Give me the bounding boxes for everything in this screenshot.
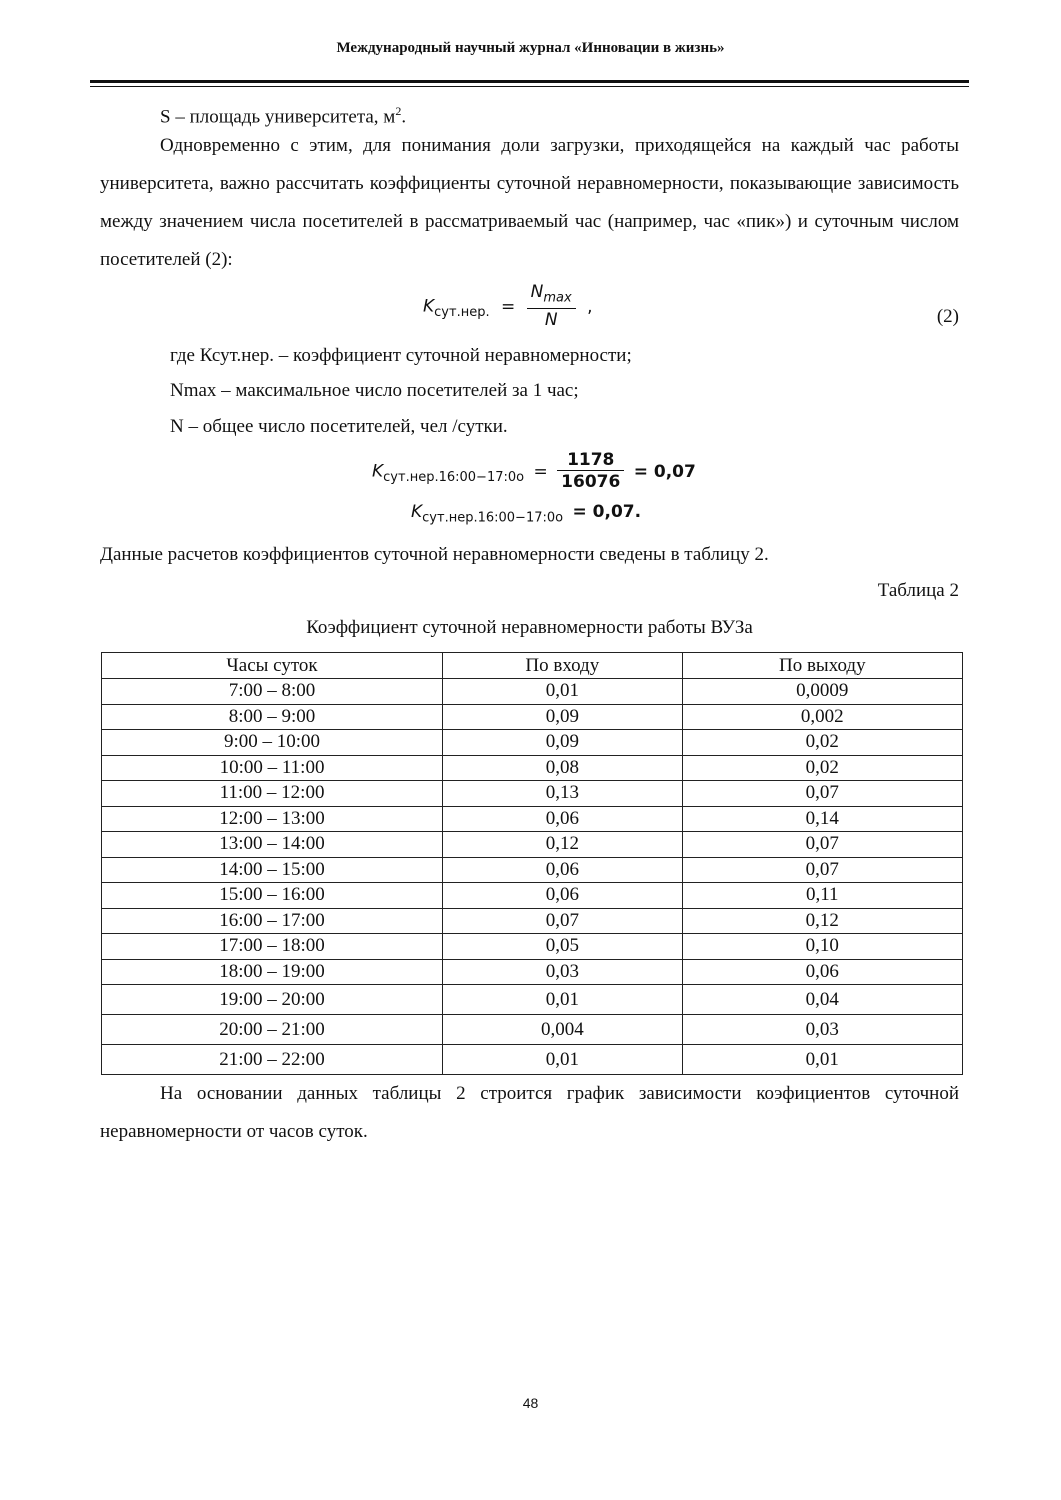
cell-exit: 0,0009 <box>682 679 962 705</box>
cell-hours: 14:00 – 15:00 <box>102 857 443 883</box>
table-row <box>102 781 963 807</box>
cell-exit: 0,02 <box>682 730 962 756</box>
table-row <box>102 1015 963 1045</box>
cell-entry: 0,09 <box>443 704 683 730</box>
cell-exit: 0,11 <box>682 883 962 909</box>
table-caption: Коэффициент суточной неравномерности работы ВУЗа <box>306 617 753 638</box>
cell-entry: 0,06 <box>443 883 683 909</box>
cell-entry: 0,01 <box>443 679 683 705</box>
cell-exit: 0,002 <box>682 704 962 730</box>
cell-entry: 0,12 <box>443 832 683 858</box>
cell-hours: 19:00 – 20:00 <box>102 985 443 1015</box>
cell-hours: 10:00 – 11:00 <box>102 755 443 781</box>
cell-exit: 0,07 <box>682 857 962 883</box>
cell-exit: 0,01 <box>682 1045 962 1075</box>
table-row <box>102 934 963 960</box>
table-row <box>102 806 963 832</box>
cell-entry: 0,05 <box>443 934 683 960</box>
cell-hours: 21:00 – 22:00 <box>102 1045 443 1075</box>
table-row <box>102 1045 963 1075</box>
table-row <box>102 985 963 1015</box>
closing-paragraph: На основании данных таблицы 2 строится график зависимости коэфициентов суточной неравномерности от часов суток. <box>100 1083 959 1142</box>
table-header-row <box>102 653 963 679</box>
cell-entry: 0,13 <box>443 781 683 807</box>
header-exit: По выходу <box>682 653 962 679</box>
where-line-2: Nmax – максимальное число посетителей за 1 час; <box>170 380 579 401</box>
cell-entry: 0,01 <box>443 985 683 1015</box>
where-line-3: N – общее число посетителей, чел /сутки. <box>170 416 508 437</box>
table-row <box>102 883 963 909</box>
table-label: Таблица 2 <box>877 580 959 601</box>
cell-hours: 13:00 – 14:00 <box>102 832 443 858</box>
calc-line-2: $K_{сут.нер.16:00-17:0о} = 0,07$. <box>411 502 642 526</box>
cell-exit: 0,03 <box>682 1015 962 1045</box>
cell-entry: 0,03 <box>443 959 683 985</box>
cell-entry: 0,01 <box>443 1045 683 1075</box>
calc-line-1: $K_{сут.нер.16:00-17:0о}$ = $\frac{1178}{16076}$ = 0,07 <box>372 450 696 492</box>
cell-hours: 16:00 – 17:00 <box>102 908 443 934</box>
cell-entry: 0,06 <box>443 857 683 883</box>
table-row <box>102 959 963 985</box>
cell-entry: 0,06 <box>443 806 683 832</box>
cell-exit: 0,07 <box>682 781 962 807</box>
cell-entry: 0,004 <box>443 1015 683 1045</box>
cell-hours: 18:00 – 19:00 <box>102 959 443 985</box>
header-hours: Часы суток <box>102 653 443 679</box>
header-entry: По входу <box>443 653 683 679</box>
where-line-1: где Ксут.нер. – коэффициент суточной неравномерности; <box>170 345 632 366</box>
table-row <box>102 857 963 883</box>
paragraph-intro: Одновременно с этим, для понимания доли загрузки, приходящейся на каждый час работы университета, важно рассчитать коэффициенты суточной неравномерности, показывающие зависимость между значением числа посетителей в рассматриваемый час (например, час «пик») и суточным числом посетителей (2): <box>100 135 959 270</box>
cell-entry: 0,07 <box>443 908 683 934</box>
journal-header: Международный научный журнал «Инновации в жизнь» <box>336 40 725 56</box>
cell-hours: 7:00 – 8:00 <box>102 679 443 705</box>
header-rule-thin <box>90 86 969 87</box>
cell-hours: 15:00 – 16:00 <box>102 883 443 909</box>
cell-entry: 0,08 <box>443 755 683 781</box>
table-row <box>102 755 963 781</box>
cell-exit: 0,04 <box>682 985 962 1015</box>
header-rule-thick <box>90 80 969 83</box>
table-row <box>102 908 963 934</box>
cell-exit: 0,14 <box>682 806 962 832</box>
coefficient-table <box>101 652 963 1075</box>
cell-hours: 12:00 – 13:00 <box>102 806 443 832</box>
cell-hours: 17:00 – 18:00 <box>102 934 443 960</box>
table-row <box>102 679 963 705</box>
equation-number: (2) <box>936 306 959 327</box>
table-row <box>102 704 963 730</box>
cell-hours: 11:00 – 12:00 <box>102 781 443 807</box>
cell-exit: 0,12 <box>682 908 962 934</box>
cell-exit: 0,06 <box>682 959 962 985</box>
cell-exit: 0,07 <box>682 832 962 858</box>
cell-hours: 9:00 – 10:00 <box>102 730 443 756</box>
cell-exit: 0,10 <box>682 934 962 960</box>
s-definition: S – площадь университета, $м^2$. <box>160 104 407 128</box>
summary-sentence: Данные расчетов коэффициентов суточной неравномерности сведены в таблицу 2. <box>100 544 769 565</box>
table-row <box>102 832 963 858</box>
page-number: 48 <box>522 1395 539 1411</box>
table-row <box>102 730 963 756</box>
cell-hours: 8:00 – 9:00 <box>102 704 443 730</box>
cell-exit: 0,02 <box>682 755 962 781</box>
cell-entry: 0,09 <box>443 730 683 756</box>
cell-hours: 20:00 – 21:00 <box>102 1015 443 1045</box>
formula-2: $K_{сут.нер.}$ = $\frac{N_{max}}{N}$ , <box>423 282 593 331</box>
